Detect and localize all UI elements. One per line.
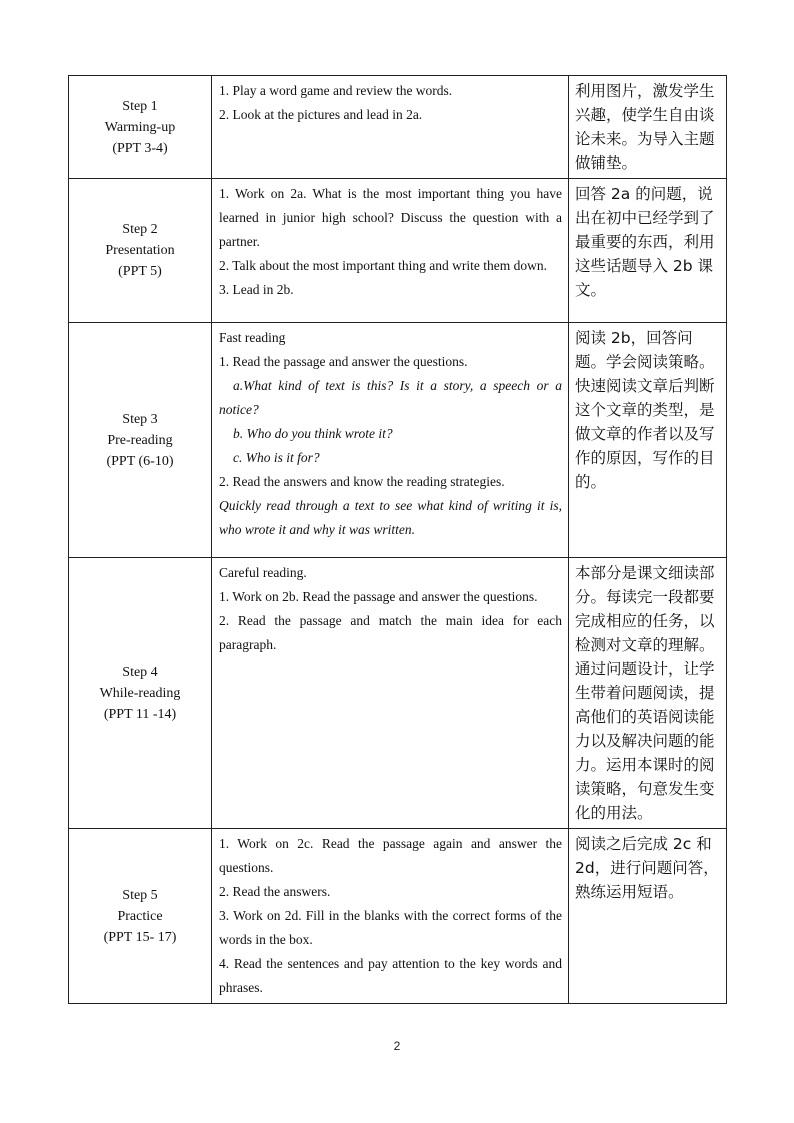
note-cell: 本部分是课文细读部分。每读完一段都要完成相应的任务，以检测对文章的理解。通过问题设计，让学生带着问题阅读，提高他们的英语阅读能力以及解决问题的能力。运用本课时的阅读策略，句意发生变化的用法。 (569, 558, 727, 829)
activity-cell (212, 558, 569, 829)
step-ppt: (PPT 3-4) (112, 140, 168, 156)
activity-line: 3. Lead in 2b. (219, 282, 294, 297)
activity-line: Fast reading (219, 330, 286, 345)
activity-line: 1. Work on 2c. Read the passage again and answer the questions. (219, 836, 562, 875)
note-cell: 利用图片，激发学生兴趣，使学生自由谈论未来。为导入主题做铺垫。 (569, 76, 727, 179)
activity-cell (212, 76, 569, 179)
step-label: Step 4 (122, 664, 158, 680)
table-row (69, 323, 727, 558)
activity-line: 1. Work on 2b. Read the passage and answer the questions. (219, 589, 538, 604)
step-phase: While-reading (99, 685, 181, 701)
activity-line: 2. Read the passage and match the main idea for each paragraph. (219, 613, 562, 652)
step-cell (69, 323, 212, 558)
activity-line: c. Who is it for? (233, 450, 320, 465)
table-row (69, 558, 727, 829)
step-ppt: (PPT 11 -14) (103, 706, 177, 722)
table-row (69, 76, 727, 179)
step-ppt: (PPT 15- 17) (103, 929, 177, 945)
table-row (69, 179, 727, 323)
activity-line: 2. Read the answers and know the reading strategies. (219, 474, 505, 489)
step-ppt: (PPT (6-10) (106, 453, 174, 469)
note-cell: 阅读之后完成 2c 和 2d，进行问题问答，熟练运用短语。 (569, 829, 727, 1004)
activity-line: 4. Read the sentences and pay attention to the key words and phrases. (219, 956, 562, 995)
step-cell (69, 76, 212, 179)
step-label: Step 1 (122, 98, 158, 114)
activity-line: 2. Read the answers. (219, 884, 331, 899)
step-cell (69, 829, 212, 1004)
page-number: 2 (393, 1039, 401, 1053)
note-cell: 回答 2a 的问题，说出在初中已经学到了最重要的东西，利用这些话题导入 2b 课文。 (569, 179, 727, 323)
activity-line: a.What kind of text is this? Is it a story, a speech or a notice? (219, 378, 562, 417)
table-row (69, 829, 727, 1004)
activity-line: b. Who do you think wrote it? (233, 426, 393, 441)
activity-cell (212, 829, 569, 1004)
step-label: Step 5 (122, 887, 158, 903)
step-label: Step 2 (122, 222, 158, 237)
lesson-plan-table (68, 75, 727, 1004)
note-cell: 阅读 2b，回答问题。学会阅读策略。快速阅读文章后判断这个文章的类型，是做文章的作者以及写作的原因，写作的目的。 (569, 323, 727, 558)
step-phase: Pre-reading (107, 432, 173, 448)
step-phase: Practice (117, 908, 163, 924)
step-phase: Warming-up (104, 119, 176, 135)
activity-cell (212, 323, 569, 558)
activity-line: 1. Work on 2a. What is the most important thing you have learned in junior high school? Discuss the question with a partner. (219, 186, 562, 249)
activity-line: 2. Talk about the most important thing and write them down. (219, 258, 548, 273)
step-label: Step 3 (122, 411, 158, 427)
step-ppt: (PPT 5) (118, 264, 162, 279)
activity-cell (212, 179, 569, 323)
step-phase: Presentation (105, 243, 175, 258)
step-cell (69, 179, 212, 323)
activity-line: 3. Work on 2d. Fill in the blanks with the correct forms of the words in the box. (219, 908, 562, 947)
activity-line: 2. Look at the pictures and lead in 2a. (219, 107, 423, 122)
activity-line: Careful reading. (219, 565, 307, 580)
step-cell (69, 558, 212, 829)
activity-line: Quickly read through a text to see what kind of writing it is, who wrote it and why it was written. (219, 498, 562, 537)
activity-line: 1. Play a word game and review the words. (219, 83, 453, 98)
activity-line: 1. Read the passage and answer the questions. (219, 354, 468, 369)
